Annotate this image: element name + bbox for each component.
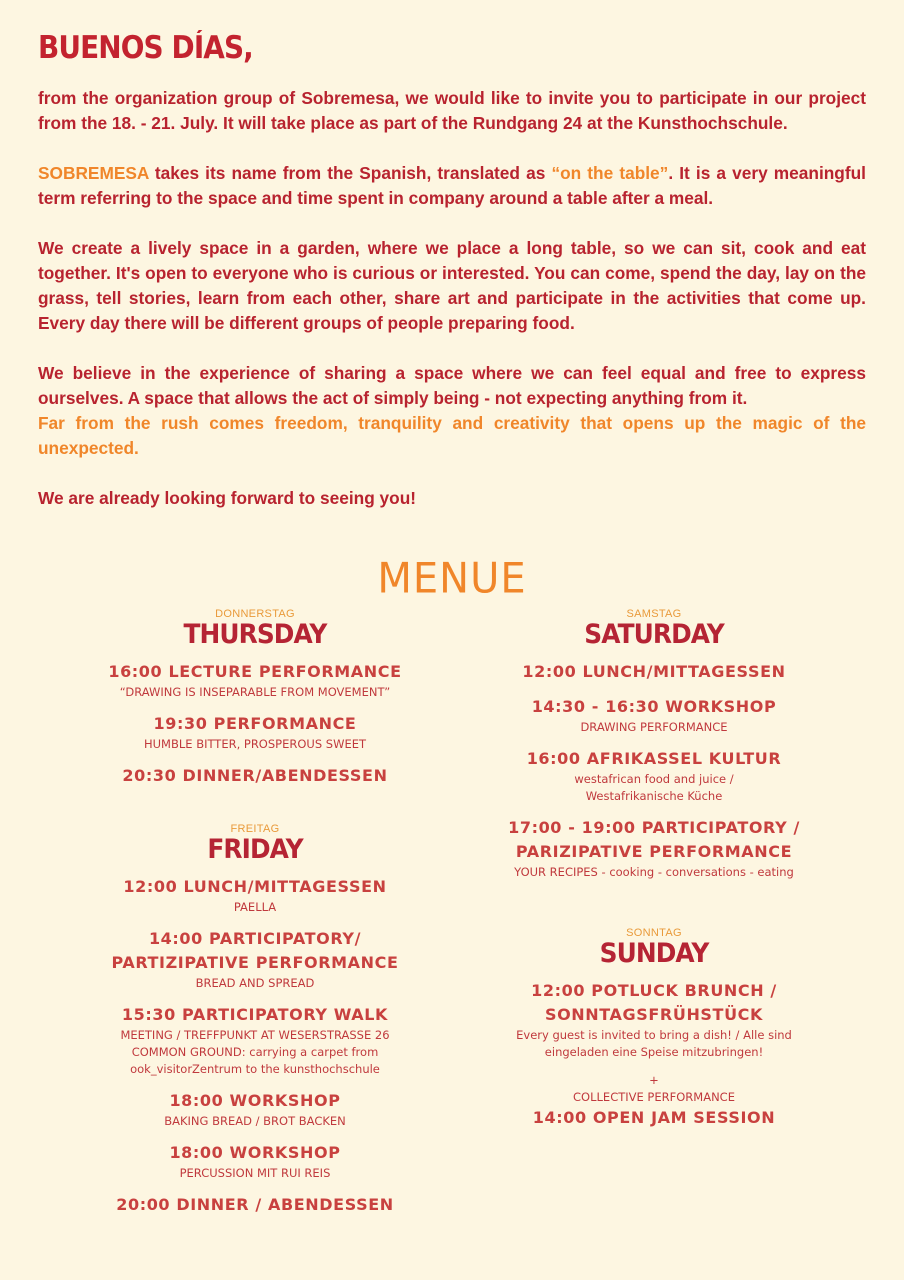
day-name: THURSDAY (183, 619, 327, 650)
event-title: 18:00 WORKSHOP (169, 1091, 341, 1110)
day-label-german: SONNTAG (626, 927, 682, 939)
event-title: 20:30 DINNER/ABENDESSEN (122, 766, 388, 785)
menu-event (444, 816, 864, 881)
menu-event (45, 1003, 465, 1078)
event-description: PAELLA (233, 900, 277, 914)
event-description: HUMBLE BITTER, PROSPEROUS SWEET (143, 737, 367, 751)
event-title: 17:00 - 19:00 PARTICIPATORY / PARIZIPATIVE PERFORMANCE (508, 818, 800, 861)
menu-event (444, 1072, 864, 1130)
menu-event (45, 1141, 465, 1182)
event-description: YOUR RECIPES - cooking - conversations - eating (514, 865, 794, 879)
menu-event (45, 1193, 465, 1217)
day-label-german: FREITAG (230, 823, 280, 835)
event-description: MEETING / TREFFPUNKT AT WESERSTRASSE 26 COMMON GROUND: carrying a carpet from ook_visitorZentrum to the kunsthochschule (120, 1028, 390, 1076)
day-label-german: SAMSTAG (626, 608, 682, 620)
event-description: Every guest is invited to bring a dish! / Alle sind eingeladen eine Speise mitzubringen! (516, 1028, 792, 1059)
menu-event (444, 695, 864, 736)
intro-text (38, 86, 866, 536)
menu-event (45, 660, 465, 701)
greeting-heading: BUENOS DÍAS, (38, 30, 253, 66)
sobremesa-name: SOBREMESA (38, 163, 149, 183)
event-title: 16:00 LECTURE PERFORMANCE (108, 662, 402, 681)
event-title: 12:00 LUNCH/MITTAGESSEN (123, 877, 387, 896)
menu-event (444, 747, 864, 805)
day-label-german: DONNERSTAG (215, 608, 295, 620)
intro-paragraph: We create a lively space in a garden, where we place a long table, so we can sit, cook and eat together. It's open to everyone who is curious or interested. You can come, spend the day, lay on the grass, tell stories, learn from each other, share art and participate in the activities that come up. Every day there will be different groups of people preparing food. (38, 238, 866, 333)
menu-event (45, 875, 465, 916)
intro-highlight: Far from the rush comes freedom, tranquility and creativity that opens up the magic of the unexpected. (38, 413, 866, 458)
day-friday (45, 823, 465, 1217)
intro-paragraph: from the organization group of Sobremesa, we would like to invite you to participate in our project from the 18. - 21. July. It will take place as part of the Rundgang 24 at the Kunsthochschule. (38, 88, 866, 133)
event-description: DRAWING PERFORMANCE (580, 720, 728, 734)
event-description: PERCUSSION MIT RUI REIS (179, 1166, 331, 1180)
menu-event (45, 712, 465, 753)
translation-quote: “on the table” (551, 163, 669, 183)
day-thursday (45, 608, 465, 788)
event-title: 18:00 WORKSHOP (169, 1143, 341, 1162)
event-title: 16:00 AFRIKASSEL KULTUR (526, 749, 782, 768)
event-title: 14:00 OPEN JAM SESSION (532, 1108, 776, 1127)
intro-paragraph (38, 361, 866, 461)
menu-event (45, 1089, 465, 1130)
event-prefix: + COLLECTIVE PERFORMANCE (573, 1073, 735, 1104)
event-description: “DRAWING IS INSEPARABLE FROM MOVEMENT” (119, 685, 391, 699)
event-description: BREAD AND SPREAD (195, 976, 315, 990)
event-title: 12:00 LUNCH/MITTAGESSEN (522, 662, 786, 681)
event-title: 14:30 - 16:30 WORKSHOP (531, 697, 777, 716)
menu-title: MENUE (377, 554, 527, 604)
closing-line: We are already looking forward to seeing you! (38, 488, 417, 508)
menu-event (45, 764, 465, 788)
day-name: SATURDAY (584, 619, 724, 650)
intro-text-segment: . It is a very meaningful term referring to the space and time spent in company around a table after a meal. (38, 163, 866, 208)
event-title: 15:30 PARTICIPATORY WALK (121, 1005, 389, 1024)
intro-text-segment: We believe in the experience of sharing a space where we can feel equal and free to express ourselves. A space that allows the act of simply being - not expecting anything from it. (38, 363, 866, 408)
day-name: SUNDAY (599, 938, 709, 969)
event-title: 19:30 PERFORMANCE (153, 714, 357, 733)
event-description: westafrican food and juice / Westafrikanische Küche (574, 772, 734, 803)
day-saturday (444, 608, 864, 881)
event-title: 12:00 POTLUCK BRUNCH / SONNTAGSFRÜHSTÜCK (531, 981, 777, 1024)
event-description: BAKING BREAD / BROT BACKEN (164, 1114, 346, 1128)
intro-paragraph (38, 161, 866, 211)
menu-event (444, 979, 864, 1061)
menu-event (444, 660, 864, 684)
event-title: 14:00 PARTICIPATORY/ PARTIZIPATIVE PERFORMANCE (111, 929, 399, 972)
day-name: FRIDAY (207, 834, 303, 865)
day-sunday (444, 927, 864, 1130)
event-title: 20:00 DINNER / ABENDESSEN (116, 1195, 394, 1214)
intro-text-segment: takes its name from the Spanish, translated as (148, 163, 552, 183)
menu-event (45, 927, 465, 992)
